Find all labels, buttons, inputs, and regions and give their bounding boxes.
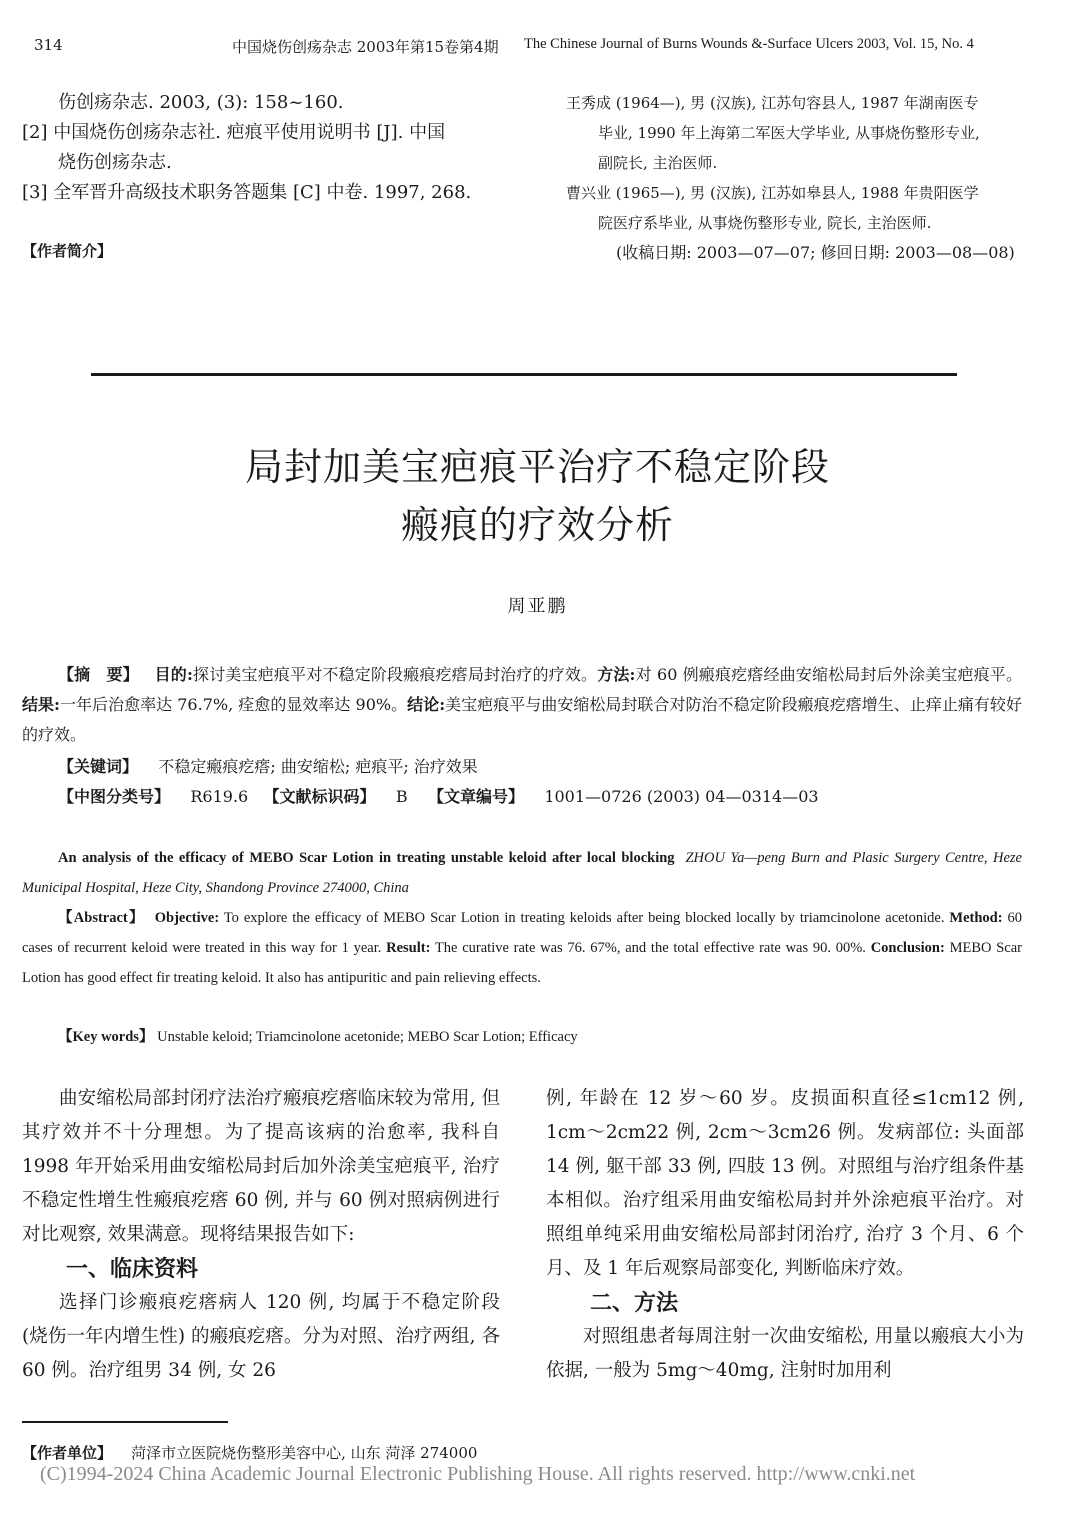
objective-label: 目的: — [154, 665, 193, 684]
english-objective: To explore the efficacy of MEBO Scar Lotion in treating keloids after being blocked locally by triamcinolone acetonide. — [223, 910, 945, 926]
conclusion-label: 结论: — [407, 695, 446, 714]
received-dates: (收稿日期: 2003—07—07; 修回日期: 2003—08—08) — [616, 243, 1015, 262]
conclusion-text: 美宝疤痕平与曲安缩松局封联合对防治不稳定阶段瘢痕疙瘩增生、止痒止痛有较好的疗效。 — [22, 695, 1022, 744]
english-result-label: Result: — [386, 940, 431, 956]
keywords-cn — [22, 752, 1022, 782]
author-intro-label: 【作者简介】 — [22, 242, 113, 260]
article-no-value: 1001—0726 (2003) 04—0314—03 — [544, 787, 819, 806]
english-method: 60 cases of recurrent keloid were treated in this way for 1 year. — [22, 910, 1023, 956]
clc-value: R619.6 — [190, 787, 249, 806]
method-label: 方法: — [597, 665, 636, 684]
doc-code-value: B — [395, 787, 408, 806]
body-clinical: 选择门诊瘢痕疙瘩病人 120 例, 均属于不稳定阶段 (烧伤一年内增生性) 的瘢痕疙瘩。分为对照、治疗两组, 各 60 例。治疗组男 34 例, 女 26 — [22, 1292, 500, 1381]
section-heading-clinical: 一、临床资料 — [66, 1256, 199, 1282]
body-intro: 曲安缩松局部封闭疗法治疗瘢痕疙瘩临床较为常用, 但其疗效并不十分理想。为了提高该病的治愈率, 我科自 1998 年开始采用曲安缩松局封后加外涂美宝疤痕平, 治疗不稳定性增生性瘢痕疙瘩 60 例, 并与 60 例对照病例进行对比观察, 效果满意。现将结果报告如下: — [22, 1088, 500, 1245]
journal-header-cn: 中国烧伤创疡杂志 2003年第15卷第4期 — [232, 38, 499, 56]
english-method-label: Method: — [949, 910, 1003, 926]
copyright-notice: (C)1994-2024 China Academic Journal Electronic Publishing House. All rights reserved. http://www.cnki.net — [40, 1463, 916, 1485]
section-heading-method: 二、方法 — [590, 1290, 679, 1316]
body-right-column — [546, 1082, 1024, 1388]
objective-text: 探讨美宝疤痕平对不稳定阶段瘢痕疙瘩局封治疗的疗效。 — [192, 665, 598, 684]
clc-label: 【中图分类号】 — [58, 787, 171, 806]
result-text: 一年后治愈率达 76.7%, 痊愈的显效率达 90%。 — [59, 695, 408, 714]
english-objective-label: Objective: — [154, 910, 220, 926]
body-method: 对照组患者每周注射一次曲安缩松, 用量以瘢痕大小为依据, 一般为 5mg～40mg, 注射时加用利 — [546, 1326, 1024, 1381]
english-keywords-text: Unstable keloid; Triamcinolone acetonide; MEBO Scar Lotion; Efficacy — [157, 1029, 578, 1045]
english-conclusion-label: Conclusion: — [870, 940, 945, 956]
reference-line: [3] 全军晋升高级技术职务答题集 [C] 中卷. 1997, 268. — [22, 182, 472, 203]
bio-line: 曹兴业 (1965—), 男 (汉族), 江苏如皋县人, 1988 年贵阳医学 — [566, 184, 979, 202]
classification — [22, 782, 1022, 812]
english-title-block — [22, 843, 1022, 903]
keywords-text: 不稳定瘢痕疙瘩; 曲安缩松; 疤痕平; 治疗效果 — [158, 757, 478, 776]
article-no-label: 【文章编号】 — [427, 787, 524, 806]
english-title: An analysis of the efficacy of MEBO Scar Lotion in treating unstable keloid after local blocking — [58, 850, 675, 866]
journal-header-en: The Chinese Journal of Burns Wounds &-Surface Ulcers 2003, Vol. 15, No. 4 — [524, 36, 974, 52]
bio-line: 毕业, 1990 年上海第二军医大学毕业, 从事烧伤整形专业, — [598, 124, 980, 142]
result-label: 结果: — [22, 695, 60, 714]
footnote-label: 【作者单位】 — [22, 1444, 113, 1462]
article-title-line2: 瘢痕的疗效分析 — [400, 503, 674, 547]
page-number: 314 — [34, 36, 63, 54]
bio-line: 王秀成 (1964—), 男 (汉族), 江苏句容县人, 1987 年湖南医专 — [566, 94, 979, 112]
bio-line: 副院长, 主治医师. — [598, 154, 718, 172]
footnote-rule — [22, 1421, 228, 1423]
english-result: The curative rate was 76. 67%, and the total effective rate was 90. 00%. — [434, 940, 866, 956]
abstract-cn — [22, 660, 1022, 750]
method-text: 对 60 例瘢痕疙瘩经曲安缩松局封后外涂美宝疤痕平。 — [635, 665, 1022, 684]
english-author-affil: ZHOU Ya—peng Burn and Plasic Surgery Centre, Heze Municipal Hospital, Heze City, Shandong Province 274000, China — [22, 850, 1022, 896]
author-name: 周亚鹏 — [507, 596, 568, 617]
english-abstract-label: 【Abstract】 — [58, 910, 145, 926]
english-keywords-label: 【Key words】 — [58, 1029, 154, 1045]
english-keywords — [22, 1022, 1022, 1052]
reference-line: 烧伤创疡杂志. — [58, 152, 172, 173]
body-clinical-cont: 例, 年龄在 12 岁～60 岁。皮损面积直径≤1cm12 例, 1cm～2cm22 例, 2cm～3cm26 例。发病部位: 头面部 14 例, 躯干部 33 例, 四肢 13 例。对照组与治疗组条件基本相似。治疗组采用曲安缩松局封并外涂疤痕平治疗。对照组单纯采用曲安缩松局部封闭治疗, 治疗 3 个月、6 个月、及 1 年后观察局部变化, 判断临床疗效。 — [546, 1088, 1024, 1279]
reference-line: 伤创疡杂志. 2003, (3): 158~160. — [58, 92, 344, 113]
keywords-label: 【关键词】 — [58, 757, 139, 776]
doc-code-label: 【文献标识码】 — [263, 787, 376, 806]
abstract-label: 【摘 要】 — [58, 665, 139, 684]
reference-line: [2] 中国烧伤创疡杂志社. 疤痕平使用说明书 [J]. 中国 — [22, 122, 446, 143]
author-affiliation-footnote — [22, 1442, 477, 1463]
english-abstract — [22, 903, 1022, 993]
article-title-line1: 局封加美宝疤痕平治疗不稳定阶段 — [244, 445, 830, 489]
bio-line: 院医疗系毕业, 从事烧伤整形专业, 院长, 主治医师. — [598, 214, 932, 232]
title-rule — [91, 373, 957, 376]
footnote-text: 菏泽市立医院烧伤整形美容中心, 山东 菏泽 274000 — [131, 1444, 478, 1462]
body-left-column — [22, 1082, 500, 1388]
english-conclusion: MEBO Scar Lotion has good effect fir treating keloid. It also has antipuritic and pain relieving effects. — [22, 940, 1022, 986]
